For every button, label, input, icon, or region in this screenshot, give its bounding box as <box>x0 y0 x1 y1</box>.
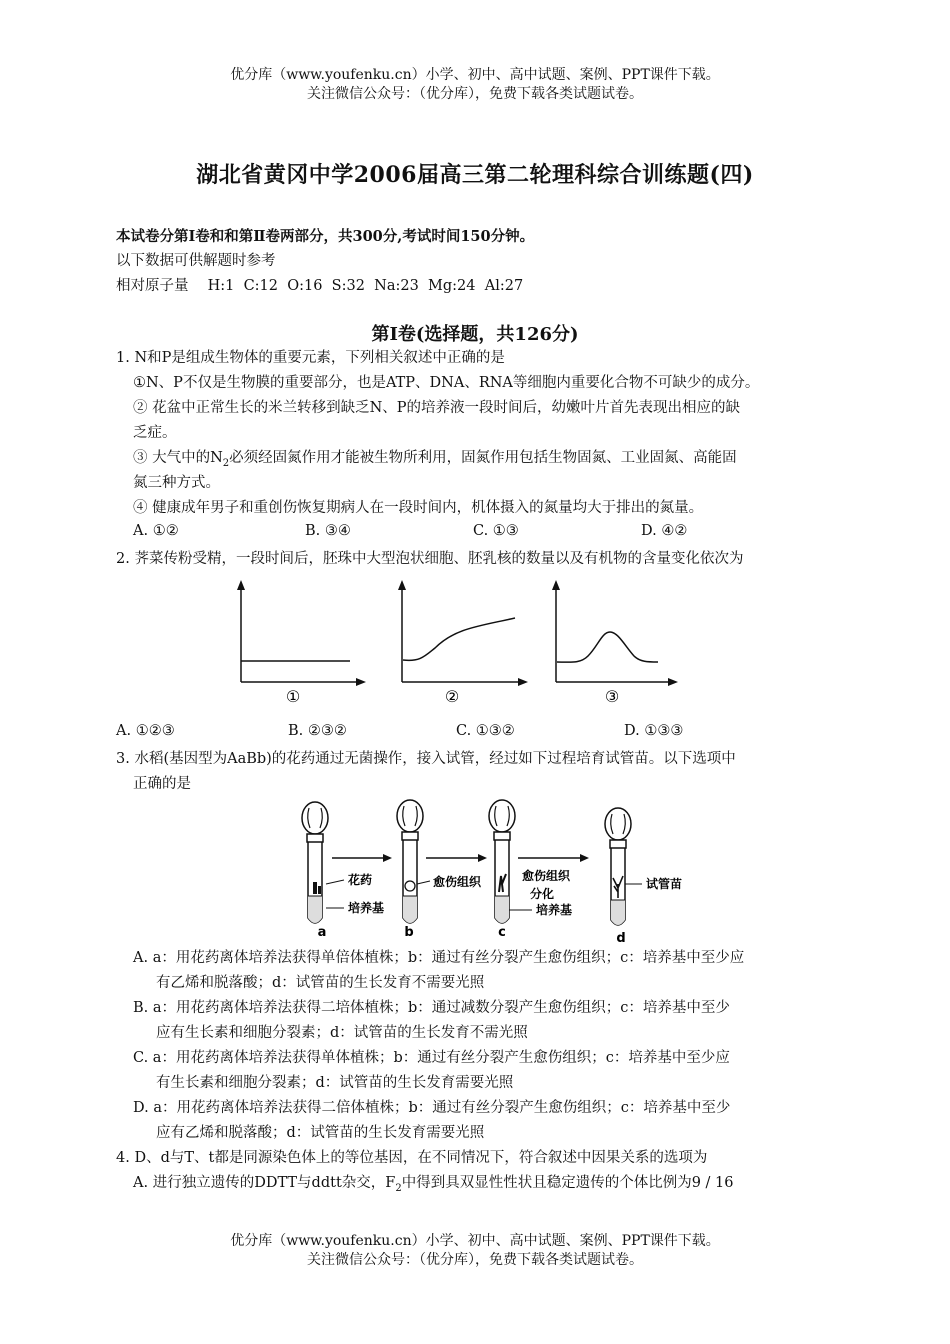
q3-option-b-1: B. a：用花药离体培养法获得二培体植株；b：通过减数分裂产生愈伤组织；c：培养基中至少 <box>133 1000 730 1016</box>
q2-option-a: A. ①②③ <box>116 723 175 739</box>
q3-option-a-1: A. a：用花药离体培养法获得单倍体植株；b：通过有丝分裂产生愈伤组织；c：培养基中至少应 <box>133 950 745 966</box>
graph2-curve <box>403 618 515 660</box>
tube-a-cap <box>302 802 328 834</box>
q4-stem: 4. D、d与T、t都是同源染色体上的等位基因，在不同情况下，符合叙述中因果关系的选项为 <box>116 1150 708 1166</box>
graph2-x-arrow <box>518 678 528 686</box>
q1-option-c: C. ①③ <box>473 523 519 539</box>
q1-statement-3a <box>133 448 737 474</box>
q3-option-c-2: 有生长素和细胞分裂素；d：试管苗的生长发育需要光照 <box>156 1075 514 1091</box>
footer-line-2: 关注微信公众号：（优分库），免费下载各类试题试卷。 <box>307 1252 643 1268</box>
q3-option-d-1: D. a：用花药离体培养法获得二倍体植株；b：通过有丝分裂产生愈伤组织；c：培养基中至少 <box>133 1100 731 1116</box>
section-title: 第Ⅰ卷(选择题，共126分) <box>371 324 579 345</box>
q4-option-a <box>133 1173 734 1199</box>
q3-stem-2: 正确的是 <box>133 776 191 792</box>
tube-c-label: c <box>498 925 506 940</box>
q2-stem: 2. 荠菜传粉受精，一段时间后，胚珠中大型泡状细胞、胚乳核的数量以及有机物的含量变化依次为 <box>116 551 744 567</box>
q2-option-b: B. ②③② <box>288 723 347 739</box>
label-yushang-2: 愈伤组织 <box>522 869 571 883</box>
tube-d <box>605 808 631 946</box>
q3-option-a-2: 有乙烯和脱落酸；d：试管苗的生长发育不需要光照 <box>156 975 485 991</box>
intro-line-3: 相对原子量 H:1 C:12 O:16 S:32 Na:23 Mg:24 Al:27 <box>116 278 524 294</box>
q1-statement-1: ①N、P不仅是生物膜的重要部分，也是ATP、DNA、RNA等细胞内重要化合物不可缺少的成分。 <box>133 375 760 391</box>
intro-line-1: 本试卷分第Ⅰ卷和和第Ⅱ卷两部分，共300分,考试时间150分钟。 <box>116 228 535 245</box>
q1-option-d: D. ④② <box>641 523 688 539</box>
graph2-y-arrow <box>398 580 406 590</box>
q1-stem: 1. N和P是组成生物体的重要元素，下列相关叙述中正确的是 <box>116 350 505 366</box>
q1-option-a: A. ①② <box>133 523 179 539</box>
tube-b-cap <box>397 800 423 832</box>
q1-statement-3b: 氮三种方式。 <box>133 475 220 491</box>
header-line-1: 优分库（www.youfenku.cn）小学、初中、高中试题、案例、PPT课件下载。 <box>230 67 720 83</box>
tube-c-cap <box>489 800 515 832</box>
q2-graph-1 <box>237 580 366 706</box>
label-fenhua: 分化 <box>530 887 555 901</box>
graph3-y-arrow <box>552 580 560 590</box>
tube-c <box>489 800 515 940</box>
q1-statement-4: ④ 健康成年男子和重创伤恢复期病人在一段时间内，机体摄入的氮量均大于排出的氮量。 <box>133 500 704 516</box>
q2-graph-2 <box>398 580 528 706</box>
graph3-curve <box>557 632 658 662</box>
q3-option-d-2: 应有乙烯和脱落酸；d：试管苗的生长发育需要光照 <box>156 1125 485 1141</box>
label-shiguanmiao: 试管苗 <box>646 877 683 891</box>
page-title: 湖北省黄冈中学2006届高三第二轮理科综合训练题(四) <box>196 162 754 188</box>
graph2-label: ② <box>444 687 460 706</box>
q2-graphs-figure <box>220 576 680 716</box>
q1-s3-pre: ③ 大气中的N <box>133 450 223 466</box>
label-yushang-1: 愈伤组织 <box>433 875 482 889</box>
tube-d-label: d <box>616 931 626 946</box>
graph3-label: ③ <box>604 687 620 706</box>
q4-a-post: 中得到具双显性性状且稳定遗传的个体比例为9 / 16 <box>401 1175 734 1191</box>
tube-a <box>302 802 328 940</box>
tube-a-label: a <box>317 925 327 940</box>
q3-stem-1: 3. 水稻(基因型为AaBb)的花药通过无菌操作，接入试管，经过如下过程培育试管苗。以下选项中 <box>116 751 736 767</box>
graph1-label: ① <box>285 687 301 706</box>
q2-option-c: C. ①③② <box>456 723 515 739</box>
q1-s3-post: 必须经固氮作用才能被生物所利用，固氮作用包括生物固氮、工业固氮、高能固 <box>229 450 737 466</box>
footer-line-1: 优分库（www.youfenku.cn）小学、初中、高中试题、案例、PPT课件下载。 <box>230 1233 720 1249</box>
tube-d-cap <box>605 808 631 840</box>
q3-option-c-1: C. a：用花药离体培养法获得单体植株；b：通过有丝分裂产生愈伤组织；c：培养基中至少应 <box>133 1050 730 1066</box>
tube-b <box>397 800 423 940</box>
graph3-x-arrow <box>668 678 678 686</box>
header-line-2: 关注微信公众号：（优分库），免费下载各类试题试卷。 <box>307 86 643 102</box>
graph1-x-arrow <box>356 678 366 686</box>
q1-statement-2b: 乏症。 <box>133 425 177 441</box>
q3-option-b-2: 应有生长素和细胞分裂素；d：试管苗的生长发育不需光照 <box>156 1025 528 1041</box>
q1-option-b: B. ③④ <box>305 523 351 539</box>
tube-b-label: b <box>404 925 414 940</box>
intro-line-2: 以下数据可供解题时参考 <box>116 253 276 269</box>
q2-option-d: D. ①③③ <box>624 723 684 739</box>
q4-a-pre: A. 进行独立遗传的DDTT与ddtt杂交，F <box>133 1175 396 1191</box>
label-huayao: 花药 <box>348 873 373 887</box>
label-peiyangji-1: 培养基 <box>348 901 385 915</box>
q1-s3-sub: 2 <box>222 457 230 469</box>
q3-tube-figure <box>290 796 710 946</box>
q4-a-sub: 2 <box>395 1182 402 1194</box>
q2-graph-3 <box>552 580 678 706</box>
label-peiyangji-2: 培养基 <box>536 903 573 917</box>
graph1-y-arrow <box>237 580 245 590</box>
q1-statement-2a: ② 花盆中正常生长的米兰转移到缺乏N、P的培养液一段时间后，幼嫩叶片首先表现出相应的缺 <box>133 400 741 416</box>
